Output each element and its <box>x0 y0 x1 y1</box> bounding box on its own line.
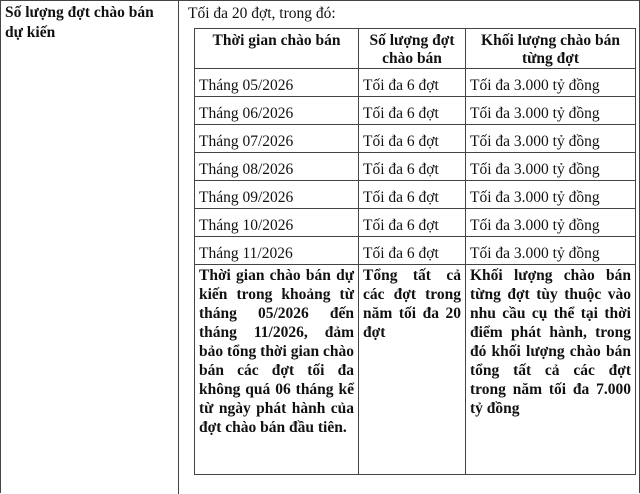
table-row <box>195 125 636 153</box>
table-row <box>195 209 636 237</box>
cell-volume: Tối đa 3.000 tỷ đồng <box>466 69 636 97</box>
cell-month: Tháng 05/2026 <box>195 69 359 97</box>
cell-tranches: Tối đa 6 đợt <box>359 153 466 181</box>
table-summary-row <box>195 265 636 475</box>
cell-tranches: Tối đa 6 đợt <box>359 69 466 97</box>
cell-tranches: Tối đa 6 đợt <box>359 97 466 125</box>
cell-month: Tháng 11/2026 <box>195 237 359 265</box>
cell-tranches: Tối đa 6 đợt <box>359 237 466 265</box>
table-row <box>195 97 636 125</box>
table-row <box>195 237 636 265</box>
cell-volume: Tối đa 3.000 tỷ đồng <box>466 153 636 181</box>
table-row <box>195 153 636 181</box>
intro-text: Tối đa 20 đợt, trong đó: <box>188 5 336 22</box>
left-label: Số lượng đợt chào bán dự kiến <box>5 4 154 41</box>
header-offering-time: Thời gian chào bán <box>195 29 359 69</box>
cell-volume: Tối đa 3.000 tỷ đồng <box>466 181 636 209</box>
cell-month: Tháng 07/2026 <box>195 125 359 153</box>
header-number-of-tranches: Số lượng đợt chào bán <box>359 29 466 69</box>
cell-tranches: Tối đa 6 đợt <box>359 181 466 209</box>
cell-volume: Tối đa 3.000 tỷ đồng <box>466 97 636 125</box>
table-row <box>195 181 636 209</box>
cell-month: Tháng 10/2026 <box>195 209 359 237</box>
cell-month: Tháng 06/2026 <box>195 97 359 125</box>
offering-schedule-table <box>194 28 636 475</box>
cell-volume: Tối đa 3.000 tỷ đồng <box>466 125 636 153</box>
cell-tranches: Tối đa 6 đợt <box>359 209 466 237</box>
summary-offering-time: Thời gian chào bán dự kiến trong khoảng từ tháng 05/2026 đến tháng 11/2026, đảm bảo tổng thời gian chào bán các đợt tối đa không quá 06 tháng kể từ ngày phát hành của đợt chào bán đầu tiên. <box>195 265 359 475</box>
cell-tranches: Tối đa 6 đợt <box>359 125 466 153</box>
table-row <box>195 69 636 97</box>
right-content-cell <box>179 1 640 494</box>
summary-volume: Khối lượng chào bán từng đợt tùy thuộc vào nhu cầu cụ thể tại thời điểm phát hành, trong đó khối lượng chào bán tổng tất cả các đợt trong năm tối đa 7.000 tỷ đồng <box>466 265 636 475</box>
table-header-row <box>195 29 636 69</box>
header-volume-per-tranche: Khối lượng chào bán từng đợt <box>466 29 636 69</box>
cell-volume: Tối đa 3.000 tỷ đồng <box>466 237 636 265</box>
cell-month: Tháng 09/2026 <box>195 181 359 209</box>
left-label-cell <box>1 1 179 494</box>
summary-number-of-tranches: Tổng tất cả các đợt trong năm tối đa 20 đợt <box>359 265 466 475</box>
cell-volume: Tối đa 3.000 tỷ đồng <box>466 209 636 237</box>
cell-month: Tháng 08/2026 <box>195 153 359 181</box>
